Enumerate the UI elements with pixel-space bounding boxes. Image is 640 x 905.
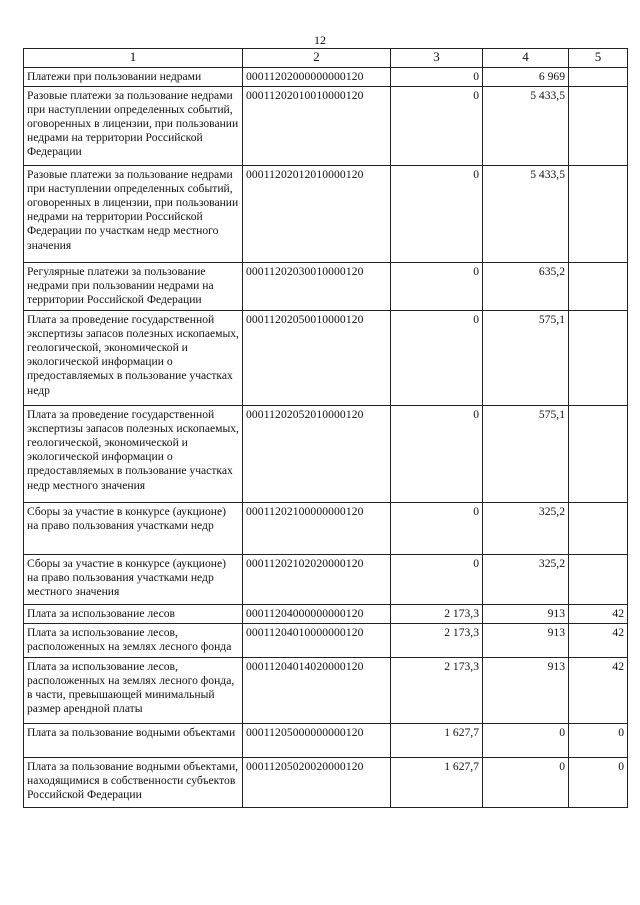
row-code-cell: 00011204010000000120 <box>243 624 391 658</box>
row-col4-cell: 635,2 <box>483 263 569 311</box>
row-name-cell: Плата за проведение государственной экспертизы запасов полезных ископаемых, геологической, экономической и экологической информации о предоставляемых в пользование участках недр <box>24 311 243 406</box>
column-header-4: 4 <box>483 49 569 68</box>
row-col5-cell <box>569 68 628 87</box>
column-header-5: 5 <box>569 49 628 68</box>
row-name-cell: Плата за использование лесов <box>24 605 243 624</box>
row-col5-cell <box>569 311 628 406</box>
budget-table <box>23 48 628 808</box>
row-code-cell: 00011205000000000120 <box>243 724 391 758</box>
table-row <box>24 166 628 263</box>
row-col5-cell: 0 <box>569 758 628 808</box>
row-col5-cell <box>569 263 628 311</box>
row-name-cell: Сборы за участие в конкурсе (аукционе) на право пользования участками недр <box>24 503 243 555</box>
table-row <box>24 87 628 166</box>
table-row <box>24 263 628 311</box>
row-col3-cell: 2 173,3 <box>391 624 483 658</box>
row-name-cell: Разовые платежи за пользование недрами при наступлении определенных событий, оговоренных в лицензии, при пользовании недрами на территории Российской Федерации <box>24 87 243 166</box>
row-code-cell: 00011202000000000120 <box>243 68 391 87</box>
row-col4-cell: 5 433,5 <box>483 166 569 263</box>
row-col4-cell: 575,1 <box>483 406 569 503</box>
row-col4-cell: 325,2 <box>483 503 569 555</box>
row-col3-cell: 0 <box>391 406 483 503</box>
row-col5-cell <box>569 87 628 166</box>
row-col4-cell: 913 <box>483 658 569 724</box>
row-name-cell: Плата за пользование водными объектами, находящимися в собственности субъектов Российской Федерации <box>24 758 243 808</box>
row-col3-cell: 1 627,7 <box>391 724 483 758</box>
row-col3-cell: 0 <box>391 503 483 555</box>
row-name-cell: Плата за использование лесов, расположенных на землях лесного фонда <box>24 624 243 658</box>
row-col5-cell <box>569 406 628 503</box>
row-col4-cell: 325,2 <box>483 555 569 605</box>
row-code-cell: 00011202052010000120 <box>243 406 391 503</box>
table-row <box>24 555 628 605</box>
table-row <box>24 605 628 624</box>
page-number: 12 <box>314 33 326 47</box>
row-col5-cell: 0 <box>569 724 628 758</box>
row-name-cell: Сборы за участие в конкурсе (аукционе) на право пользования участками недр местного значения <box>24 555 243 605</box>
table-row <box>24 658 628 724</box>
row-col3-cell: 0 <box>391 555 483 605</box>
row-col5-cell: 42 <box>569 624 628 658</box>
header-row <box>24 49 628 68</box>
row-col3-cell: 0 <box>391 87 483 166</box>
row-col5-cell <box>569 166 628 263</box>
table-row <box>24 503 628 555</box>
row-col5-cell: 42 <box>569 605 628 624</box>
row-col4-cell: 913 <box>483 605 569 624</box>
row-col3-cell: 0 <box>391 68 483 87</box>
table-body <box>24 68 628 808</box>
row-col4-cell: 5 433,5 <box>483 87 569 166</box>
row-name-cell: Разовые платежи за пользование недрами при наступлении определенных событий, оговоренных в лицензии, при пользовании недрами на территории Российской Федерации по участкам недр местного значения <box>24 166 243 263</box>
row-code-cell: 00011202012010000120 <box>243 166 391 263</box>
row-col4-cell: 0 <box>483 758 569 808</box>
row-col3-cell: 1 627,7 <box>391 758 483 808</box>
row-name-cell: Платежи при пользовании недрами <box>24 68 243 87</box>
row-col5-cell <box>569 503 628 555</box>
row-code-cell: 00011205020020000120 <box>243 758 391 808</box>
table-row <box>24 758 628 808</box>
row-name-cell: Плата за использование лесов, расположенных на землях лесного фонда, в части, превышающей минимальный размер арендной платы <box>24 658 243 724</box>
row-code-cell: 00011202030010000120 <box>243 263 391 311</box>
row-name-cell: Регулярные платежи за пользование недрами при пользовании недрами на территории Российской Федерации <box>24 263 243 311</box>
column-header-1: 1 <box>24 49 243 68</box>
row-col4-cell: 575,1 <box>483 311 569 406</box>
table-row <box>24 311 628 406</box>
table-row <box>24 406 628 503</box>
row-code-cell: 00011202050010000120 <box>243 311 391 406</box>
row-col5-cell <box>569 555 628 605</box>
row-col3-cell: 2 173,3 <box>391 605 483 624</box>
row-code-cell: 00011202100000000120 <box>243 503 391 555</box>
row-col3-cell: 2 173,3 <box>391 658 483 724</box>
row-name-cell: Плата за проведение государственной экспертизы запасов полезных ископаемых, геологической, экономической и экологической информации о предоставляемых в пользование участках недр местного значения <box>24 406 243 503</box>
row-code-cell: 00011202102020000120 <box>243 555 391 605</box>
row-col4-cell: 0 <box>483 724 569 758</box>
row-col3-cell: 0 <box>391 263 483 311</box>
row-code-cell: 00011204014020000120 <box>243 658 391 724</box>
table-row <box>24 724 628 758</box>
row-col3-cell: 0 <box>391 166 483 263</box>
row-code-cell: 00011204000000000120 <box>243 605 391 624</box>
table-row <box>24 624 628 658</box>
row-name-cell: Плата за пользование водными объектами <box>24 724 243 758</box>
table-row <box>24 68 628 87</box>
row-col3-cell: 0 <box>391 311 483 406</box>
row-code-cell: 00011202010010000120 <box>243 87 391 166</box>
row-col4-cell: 6 969 <box>483 68 569 87</box>
row-col5-cell: 42 <box>569 658 628 724</box>
column-header-3: 3 <box>391 49 483 68</box>
column-header-2: 2 <box>243 49 391 68</box>
row-col4-cell: 913 <box>483 624 569 658</box>
